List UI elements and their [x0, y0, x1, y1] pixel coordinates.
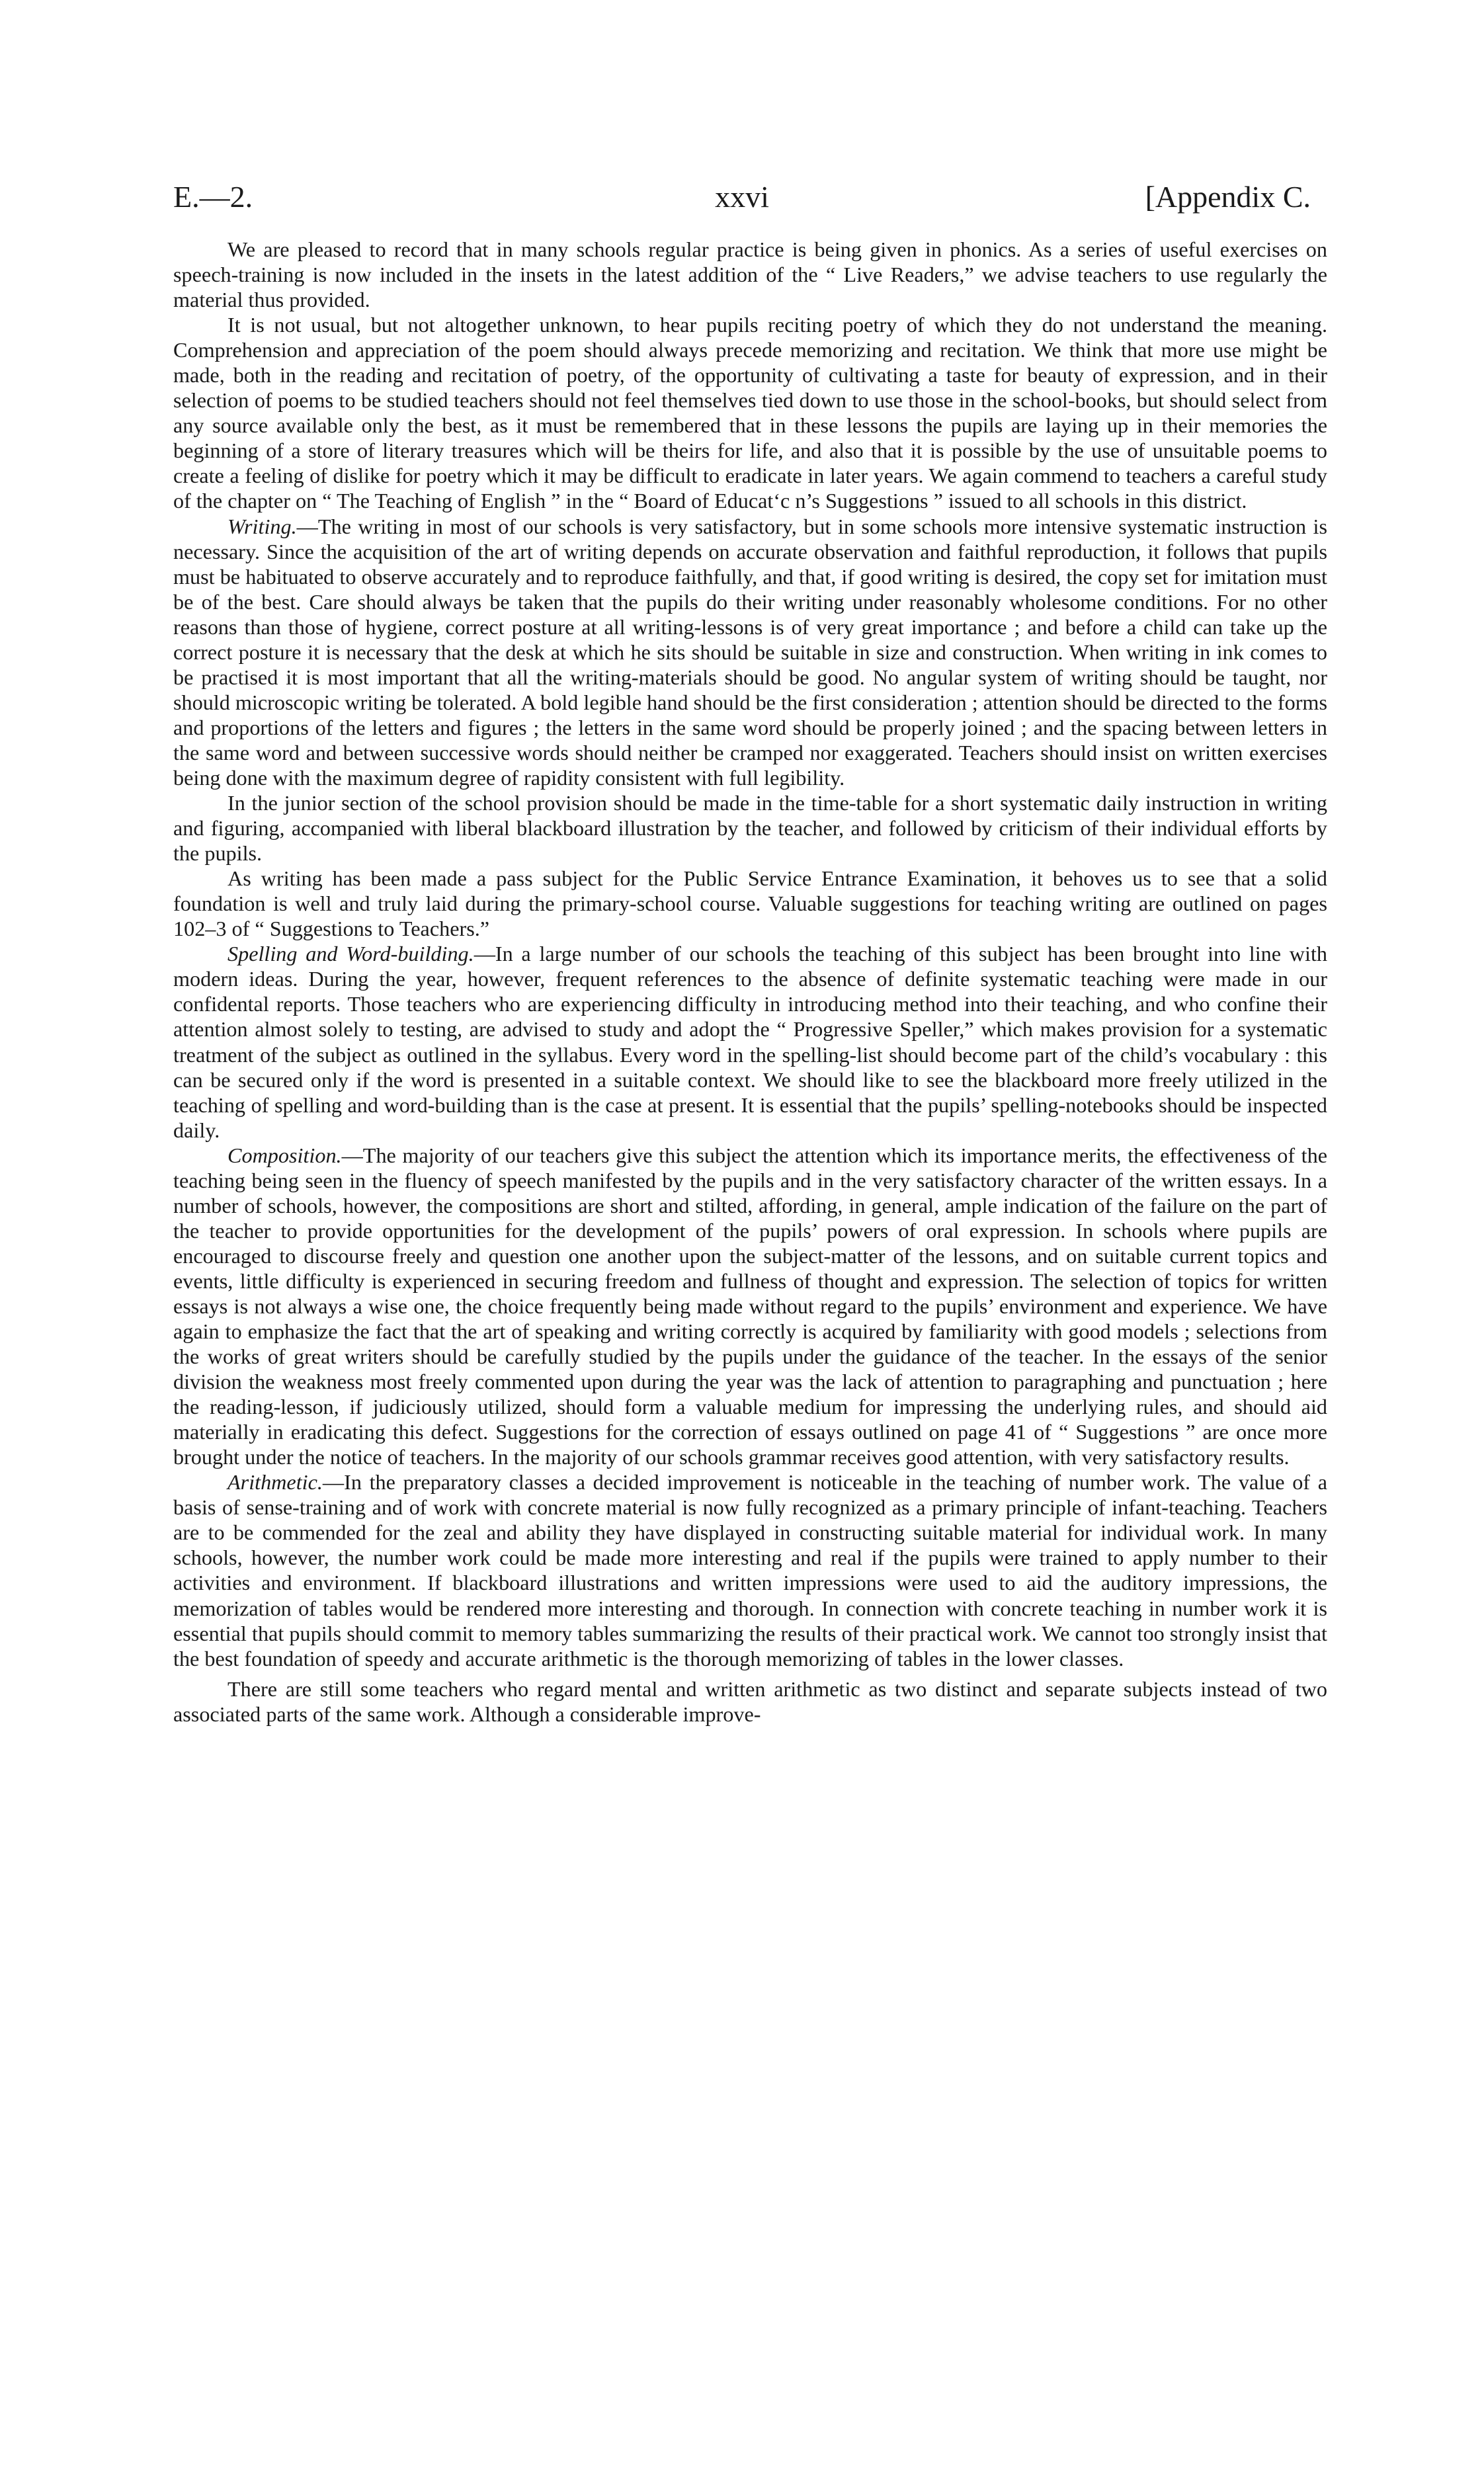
section-heading-spelling: Spelling and Word-building.	[227, 942, 474, 966]
section-heading-writing: Writing.	[227, 514, 297, 538]
paragraph-text: We are pleased to record that in many schools regular practice is being given in phonics. As a series of useful exercises on speech-training is now included in the insets in the latest addition of the “ Live Readers,” we advise teachers to use regularly the material thus provided.	[173, 237, 1327, 312]
paragraph-mental-arithmetic	[173, 1676, 1327, 1727]
paragraph-text: As writing has been made a pass subject for the Public Service Entrance Examination, it behoves us to see that a solid foundation is well and truly laid during the primary-school course. Valuable suggestions for teaching writing are outlined on pages 102–3 of “ Suggestions to Teachers.”	[173, 866, 1327, 941]
page-header	[173, 177, 1311, 224]
paragraph-phonics	[173, 237, 1327, 312]
paragraph-arithmetic	[173, 1469, 1327, 1670]
document-reference: E.—2.	[173, 180, 253, 214]
paragraph-poetry	[173, 312, 1327, 513]
section-heading-arithmetic: Arithmetic.	[227, 1470, 323, 1495]
paragraph-spelling	[173, 941, 1327, 1142]
paragraph-writing	[173, 514, 1327, 791]
paragraph-text: In the junior section of the school provision should be made in the time-table for a short systematic daily instruction in writing and figuring, accompanied with liberal blackboard illustration by the teacher, and followed by criticism of their individual efforts by the pupils.	[173, 791, 1327, 866]
paragraph-composition	[173, 1143, 1327, 1470]
paragraph-text: —The writing in most of our schools is very satisfactory, but in some schools more intensive systematic instruction is necessary. Since the acquisition of the art of writing depends on accurate observation and faithful reproduction, it follows that pupils must be habituated to observe accurately and to reproduce faithfully, and that, if good writing is desired, the copy set for imitation must be of the best. Care should always be taken that the pupils do their writing under reasonably wholesome conditions. For no other reasons than those of hygiene, correct posture at all writing-lessons is of very great importance ; and before a child can take up the correct posture it is necessary that the desk at which he sits should be suitable in size and construction. When writing in ink comes to be practised it is most important that all the writing-materials should be good. No angular system of writing should be taught, nor should microscopic writing be tolerated. A bold legible hand should be the first consideration ; attention should be directed to the forms and proportions of the letters and figures ; the letters in the same word should be properly joined ; and the spacing between letters in the same word and between successive words should neither be cramped nor exaggerated. Teachers should insist on written exercises being done with the maximum degree of rapidity consistent with full legibility.	[173, 514, 1327, 790]
paragraph-text: —In a large number of our schools the teaching of this subject has been brought into line with modern ideas. During the year, however, frequent references to the absence of definite systematic teaching were made in our confidental reports. Those teachers who are experiencing difficulty in introducing method into their teaching, and who confine their attention almost solely to testing, are advised to study and adopt the “ Progressive Speller,” which makes provision for a systematic treatment of the subject as outlined in the syllabus. Every word in the spelling-list should become part of the child’s vocabulary : this can be secured only if the word is presented in a suitable context. We should like to see the blackboard more freely utilized in the teaching of spelling and word-building than is the case at present. It is essential that the pupils’ spelling-notebooks should be inspected daily.	[173, 942, 1327, 1142]
paragraph-text: —The majority of our teachers give this subject the attention which its importance merits, the effectiveness of the teaching being seen in the fluency of speech manifested by the pupils and in the very satisfactory character of the written essays. In a number of schools, however, the compositions are short and stilted, affording, in general, ample indication of the failure on the part of the teacher to provide opportunities for the development of the pupils’ powers of oral expression. In schools where pupils are encouraged to discourse freely and question one another upon the subject-matter of the lessons, and on suitable current topics and events, little difficulty is experienced in securing freedom and fullness of thought and expression. The selection of topics for written essays is not always a wise one, the choice frequently being made without regard to the pupils’ environment and experience. We have again to emphasize the fact that the art of speaking and writing correctly is acquired by familiarity with good models ; selections from the works of great writers should be carefully studied by the pupils under the guidance of the teacher. In the essays of the senior division the weakness most freely commented upon during the year was the lack of attention to paragraphing and punctuation ; here the reading-lesson, if judiciously utilized, should form a valuable medium for impressing the underlying rules, and should aid materially in eradicating this defect. Suggestions for the correction of essays outlined on page 41 of “ Suggestions ” are once more brought under the notice of teachers. In the majority of our schools grammar receives good attention, with very satisfactory results.	[173, 1143, 1327, 1469]
paragraph-text: There are still some teachers who regard mental and written arithmetic as two distinct and separate subjects instead of two associated parts of the same work. Although a considerable improve-	[173, 1676, 1327, 1726]
paragraph-text: —In the preparatory classes a decided improvement is noticeable in the teaching of number work. The value of a basis of sense-training and of work with concrete material is now fully recognized as a primary principle of infant-teaching. Teachers are to be commended for the zeal and ability they have displayed in constructing suitable material for individual work. In many schools, however, the number work could be made more interesting and real if the pupils were trained to apply number to their activities and environment. If blackboard illustrations and written impressions were used to aid the auditory impressions, the memorization of tables would be rendered more interesting and thorough. In connection with concrete teaching in number work it is essential that pupils should commit to memory tables summarizing the results of their practical work. We cannot too strongly insist that the best foundation of speedy and accurate arithmetic is the thorough memorizing of tables in the lower classes.	[173, 1470, 1327, 1670]
appendix-label: [Appendix C.	[1145, 180, 1311, 214]
page-number: xxvi	[715, 180, 769, 214]
paragraph-text: It is not usual, but not altogether unknown, to hear pupils reciting poetry of which they do not understand the meaning. Comprehension and appreciation of the poem should always precede memorizing and recitation. We think that more use might be made, both in the reading and recitation of poetry, of the opportunity of cultivating a taste for beauty of expression, and in their selection of poems to be studied teachers should not feel themselves tied down to use those in the school-books, but should select from any source available only the best, as it must be remembered that in these lessons the pupils are laying up in their memories the beginning of a store of literary treasures which will be theirs for life, and also that it is possible by the use of unsuitable poems to create a feeling of dislike for poetry which it may be difficult to eradicate in later years. We again commend to teachers a careful study of the chapter on “ The Teaching of English ” in the “ Board of Educat‘c n’s Suggestions ” issued to all schools in this district.	[173, 313, 1327, 513]
section-heading-composition: Composition.	[227, 1143, 342, 1167]
paragraph-junior-section	[173, 790, 1327, 866]
body-text	[173, 237, 1327, 1727]
paragraph-pass-subject	[173, 866, 1327, 941]
